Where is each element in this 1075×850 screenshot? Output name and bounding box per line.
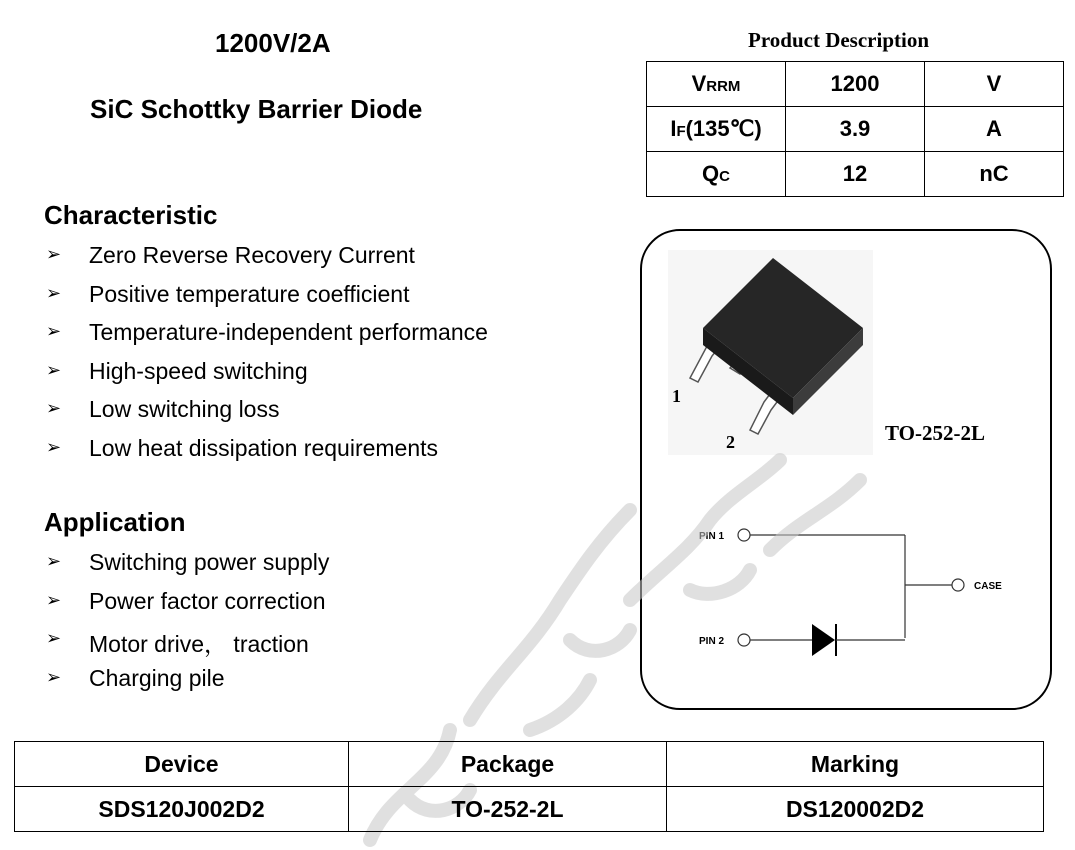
table-cell: DS120002D2 bbox=[667, 787, 1044, 832]
list-item: ➢ Switching power supply bbox=[46, 549, 330, 575]
column-header: Marking bbox=[667, 742, 1044, 787]
table-row bbox=[15, 787, 1044, 832]
pin1-label: PIN 1 bbox=[699, 531, 725, 542]
case-label: CASE bbox=[974, 581, 1002, 592]
rating-title: 1200V/2A bbox=[215, 28, 331, 58]
pin1-number: 1 bbox=[672, 386, 681, 406]
column-header: Device bbox=[15, 742, 349, 787]
pin1-terminal bbox=[738, 529, 750, 541]
bullet-arrow-icon: ➢ bbox=[46, 282, 62, 304]
pin2-number: 2 bbox=[726, 432, 735, 452]
unit-cell: V bbox=[925, 62, 1064, 107]
bullet-arrow-icon: ➢ bbox=[46, 321, 62, 342]
value-cell: 1200 bbox=[786, 62, 925, 107]
list-item: ➢ Low switching loss bbox=[46, 396, 280, 422]
table-header-row bbox=[15, 742, 1044, 787]
package-image bbox=[668, 250, 873, 460]
bullet-arrow-icon: ➢ bbox=[46, 436, 62, 458]
table-row bbox=[647, 62, 1064, 107]
characteristic-heading: Characteristic bbox=[44, 200, 218, 230]
product-description-table bbox=[646, 61, 1064, 197]
device-table bbox=[14, 741, 1044, 832]
device-type-title: SiC Schottky Barrier Diode bbox=[90, 94, 423, 124]
pin2-terminal bbox=[738, 634, 750, 646]
pin2-label: PIN 2 bbox=[699, 636, 725, 647]
pin-schematic bbox=[690, 520, 1030, 660]
table-cell: TO-252-2L bbox=[349, 787, 667, 832]
unit-cell: A bbox=[925, 107, 1064, 152]
list-item: ➢ Power factor correction bbox=[46, 587, 326, 614]
list-item: ➢ Temperature-independent performance bbox=[46, 319, 488, 345]
column-header: Package bbox=[349, 742, 667, 787]
bullet-arrow-icon: ➢ bbox=[46, 359, 62, 381]
list-item: ➢ Positive temperature coefficient bbox=[46, 280, 410, 307]
application-list bbox=[46, 549, 329, 703]
table-row bbox=[647, 152, 1064, 197]
list-item: ➢ High-speed switching bbox=[46, 357, 308, 384]
bullet-arrow-icon: ➢ bbox=[46, 666, 62, 688]
bullet-arrow-icon: ➢ bbox=[46, 244, 62, 265]
param-cell: VRRM bbox=[647, 62, 786, 107]
list-item: ➢ Low heat dissipation requirements bbox=[46, 434, 439, 461]
param-cell: QC bbox=[647, 152, 786, 197]
list-item: ➢ Motor drive， traction bbox=[46, 628, 309, 657]
table-row bbox=[647, 107, 1064, 152]
value-cell: 12 bbox=[786, 152, 925, 197]
param-cell: IF(135℃) bbox=[647, 107, 786, 152]
list-item: ➢ Charging pile bbox=[46, 664, 225, 691]
bullet-arrow-icon: ➢ bbox=[46, 398, 62, 419]
table-cell: SDS120J002D2 bbox=[15, 787, 349, 832]
product-description-title: Product Description bbox=[748, 28, 930, 52]
diode-symbol bbox=[812, 624, 835, 656]
list-item: ➢ Zero Reverse Recovery Current bbox=[46, 242, 415, 268]
characteristic-list bbox=[46, 242, 488, 473]
application-heading: Application bbox=[44, 507, 186, 537]
value-cell: 3.9 bbox=[786, 107, 925, 152]
case-terminal bbox=[952, 579, 964, 591]
bullet-arrow-icon: ➢ bbox=[46, 589, 62, 611]
bullet-arrow-icon: ➢ bbox=[46, 628, 62, 649]
bullet-arrow-icon: ➢ bbox=[46, 551, 62, 572]
package-name-label: TO-252-2L bbox=[885, 421, 985, 445]
unit-cell: nC bbox=[925, 152, 1064, 197]
